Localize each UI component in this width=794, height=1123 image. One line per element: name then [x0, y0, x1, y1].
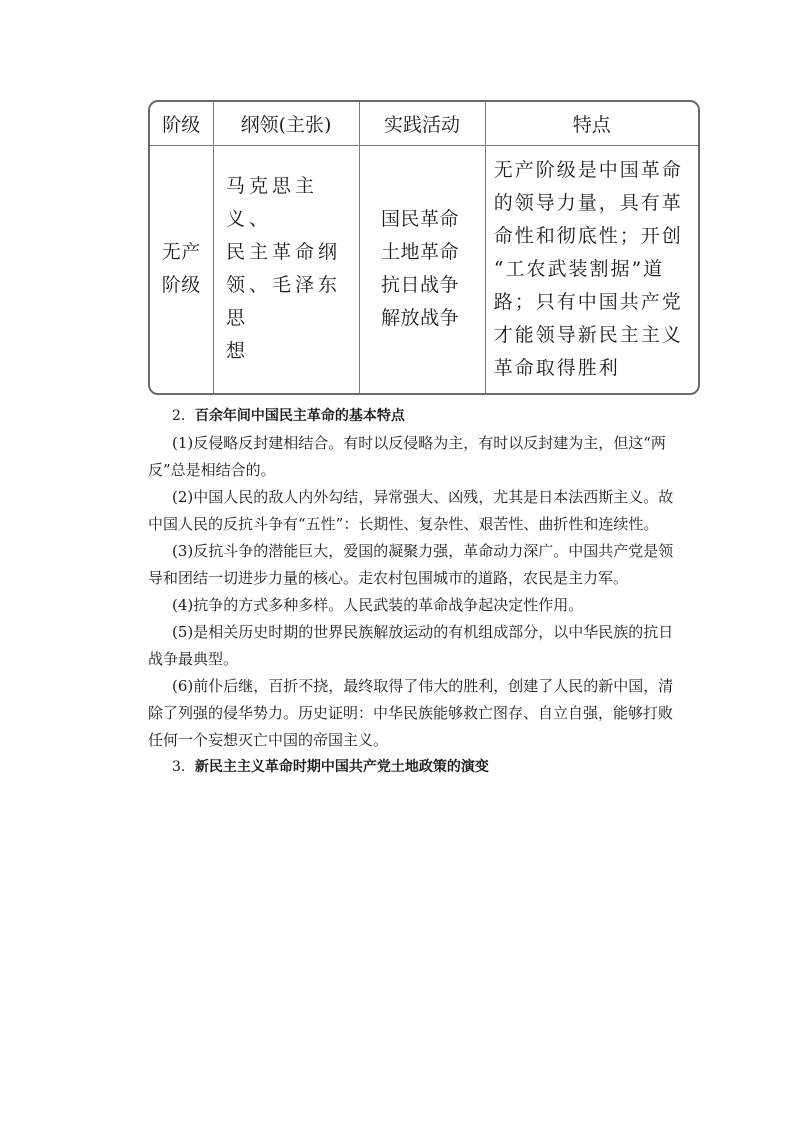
table-row [150, 145, 698, 393]
section-title: 百余年间中国民主革命的基本特点 [194, 408, 405, 424]
cell-program-text [226, 170, 346, 368]
table [150, 102, 698, 393]
paragraph-line: 战争最典型。 [148, 650, 239, 668]
cell-line: 无产阶级是中国革命 [493, 158, 683, 181]
cell-features-text [494, 154, 690, 385]
cell-line: 命性和彻底性；开创 [493, 224, 683, 247]
cell-line: 无产 [161, 241, 201, 264]
paragraph-1 [148, 430, 694, 484]
cell-line: 的领导力量，具有革 [493, 191, 683, 214]
paragraph-3 [148, 538, 694, 592]
cell-line: “工农武装割据”道 [493, 257, 665, 280]
cell-line: 抗日战争 [381, 274, 460, 297]
class-comparison-table [148, 100, 700, 395]
cell-class [150, 145, 213, 393]
paragraph-line: (4)抗争的方式多种多样。人民武装的革命战争起决定性作用。 [172, 596, 584, 614]
paragraph-line: 导和团结一切进步力量的核心。走农村包围城市的道路，农民是主力军。 [148, 569, 629, 587]
section-title: 新民主主义革命时期中国共产党土地政策的演变 [194, 759, 489, 775]
cell-line: 民主革命纲 [226, 241, 342, 264]
cell-activities-text [381, 203, 463, 335]
cell-line: 土地革命 [381, 241, 460, 264]
cell-line: 马克思主义、 [226, 175, 319, 231]
header-program: 纲领(主张) [213, 102, 359, 145]
cell-activities [359, 145, 485, 393]
cell-line: 解放战争 [381, 307, 460, 330]
section-3-heading [148, 754, 694, 781]
paragraph-line: (3)反抗斗争的潜能巨大，爱国的凝聚力强，革命动力深广。中国共产党是领 [172, 542, 674, 560]
paragraph-line: (5)是相关历史时期的世界民族解放运动的有机组成部分，以中华民族的抗日 [172, 623, 674, 641]
header-activities: 实践活动 [359, 102, 485, 145]
paragraph-line: 任何一个妄想灭亡中国的帝国主义。 [148, 731, 389, 749]
paragraph-5 [148, 619, 694, 673]
cell-line: 领、毛泽东思 [226, 274, 342, 330]
paragraph-line: (6)前仆后继，百折不挠，最终取得了伟大的胜利，创建了人民的新中国，清 [172, 677, 674, 695]
paragraph-2 [148, 484, 694, 538]
paragraph-line: 中国人民的反抗斗争有“五性”：长期性、复杂性、艰苦性、曲折性和连续性。 [148, 515, 659, 533]
body-text [148, 403, 694, 781]
paragraph-line: (2)中国人民的敌人内外勾结，异常强大、凶残，尤其是日本法西斯主义。故 [172, 488, 674, 506]
cell-class-text [159, 236, 203, 302]
cell-line: 想 [226, 340, 250, 363]
cell-line: 革命取得胜利 [493, 356, 620, 379]
table-header-row [150, 102, 698, 145]
paragraph-line: (1)反侵略反封建相结合。有时以反侵略为主，有时以反封建为主，但这“两 [172, 434, 666, 452]
cell-line: 才能领导新民主主义 [493, 323, 683, 346]
paragraph-line: 反”总是相结合的。 [148, 461, 276, 479]
cell-line: 国民革命 [381, 208, 460, 231]
header-features: 特点 [485, 102, 698, 145]
cell-features [485, 145, 698, 393]
paragraph-4 [148, 592, 694, 619]
cell-line: 路；只有中国共产党 [493, 290, 683, 313]
paragraph-6 [148, 673, 694, 754]
section-2-heading [148, 403, 694, 430]
paragraph-line: 除了列强的侵华势力。历史证明：中华民族能够救亡图存、自立自强，能够打败 [148, 704, 674, 722]
header-class: 阶级 [150, 102, 213, 145]
section-number: 3． [172, 759, 195, 775]
cell-line: 阶级 [161, 274, 201, 297]
section-number: 2． [172, 408, 195, 424]
cell-program [213, 145, 359, 393]
